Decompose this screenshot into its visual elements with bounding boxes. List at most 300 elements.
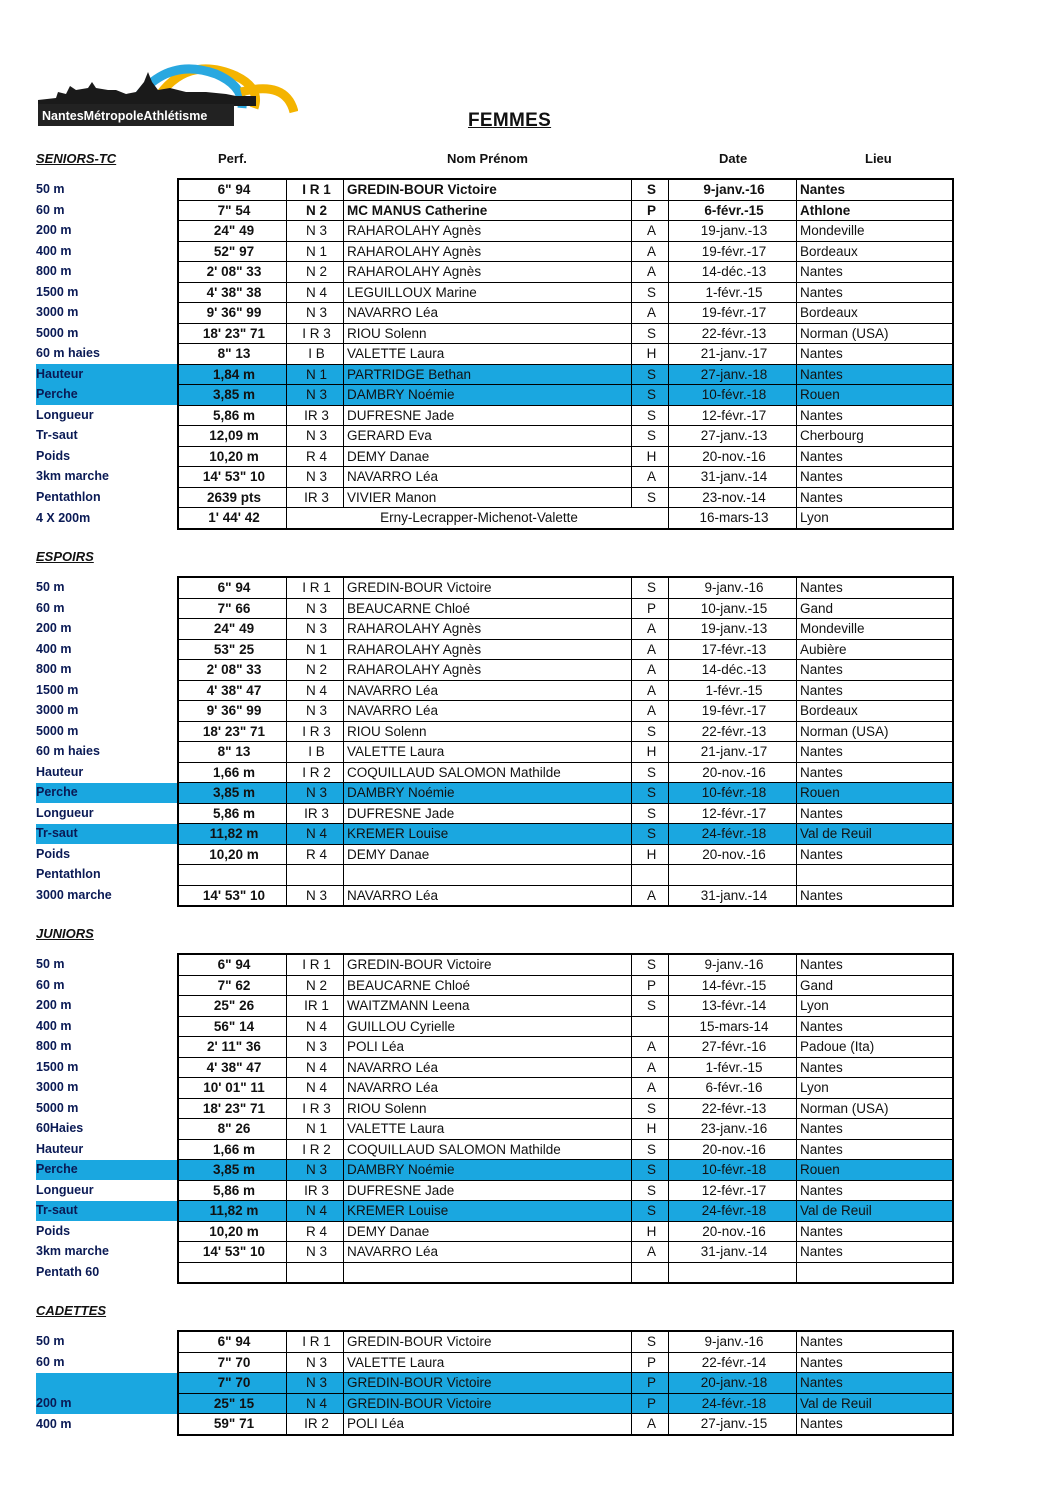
level-cell: N 2 <box>287 200 344 221</box>
category-cell: H <box>632 344 669 365</box>
place-cell: Nantes <box>797 1139 954 1160</box>
place-cell: Nantes <box>797 344 954 365</box>
athlete-name-cell: BEAUCARNE Chloé <box>344 975 632 996</box>
level-cell: N 1 <box>287 364 344 385</box>
table-row <box>36 200 953 221</box>
date-cell: 21-janv.-17 <box>669 742 797 763</box>
date-cell: 27-janv.-18 <box>669 364 797 385</box>
athlete-name-cell: DAMBRY Noémie <box>344 385 632 406</box>
event-cell: Longueur <box>36 407 94 422</box>
place-cell: Mondeville <box>797 221 954 242</box>
athlete-name-cell: NAVARRO Léa <box>344 1057 632 1078</box>
date-cell: 12-févr.-17 <box>669 405 797 426</box>
athlete-name-cell: RAHAROLAHY Agnès <box>344 221 632 242</box>
performance-cell: 2639 pts <box>178 487 287 508</box>
event-cell: 50 m <box>36 957 65 971</box>
level-cell: I R 2 <box>287 1139 344 1160</box>
athlete-name-cell: DEMY Danae <box>344 446 632 467</box>
date-cell: 14-févr.-15 <box>669 975 797 996</box>
athlete-name-cell: RAHAROLAHY Agnès <box>344 241 632 262</box>
place-cell: Bordeaux <box>797 701 954 722</box>
category-cell <box>632 865 669 886</box>
level-cell: I R 2 <box>287 762 344 783</box>
athlete-name-cell: POLI Léa <box>344 1414 632 1435</box>
table-row <box>36 1373 953 1394</box>
performance-cell: 25" 15 <box>178 1393 287 1414</box>
athlete-name-cell: VALETTE Laura <box>344 1119 632 1140</box>
date-cell: 13-févr.-14 <box>669 996 797 1017</box>
performance-cell: 3,85 m <box>178 385 287 406</box>
date-cell: 31-janv.-14 <box>669 467 797 488</box>
event-cell: 200 m <box>36 1393 178 1414</box>
category-cell: S <box>632 721 669 742</box>
place-cell: Val de Reuil <box>797 1393 954 1414</box>
performance-cell: 8" 13 <box>178 344 287 365</box>
level-cell <box>287 865 344 886</box>
records-table <box>36 1330 954 1436</box>
athlete-name-cell: NAVARRO Léa <box>344 701 632 722</box>
performance-cell: 6" 94 <box>178 577 287 598</box>
athlete-name-cell: RAHAROLAHY Agnès <box>344 262 632 283</box>
event-cell: 3000 marche <box>36 888 112 902</box>
athlete-name-cell: LEGUILLOUX Marine <box>344 282 632 303</box>
place-cell: Nantes <box>797 1414 954 1435</box>
table-row <box>36 1057 953 1078</box>
event-cell: 5000 m <box>36 1100 79 1115</box>
table-row <box>36 1262 953 1283</box>
performance-cell: 6" 94 <box>178 954 287 975</box>
table-row <box>36 639 953 660</box>
level-cell: IR 3 <box>287 1180 344 1201</box>
place-cell: Nantes <box>797 282 954 303</box>
performance-cell <box>178 865 287 886</box>
performance-cell: 5,86 m <box>178 803 287 824</box>
place-cell: Norman (USA) <box>797 323 954 344</box>
place-cell <box>797 865 954 886</box>
place-cell: Nantes <box>797 1242 954 1263</box>
event-cell: Tr-saut <box>36 1201 178 1222</box>
table-row <box>36 742 953 763</box>
event-cell: Tr-saut <box>36 428 78 443</box>
place-cell: Athlone <box>797 200 954 221</box>
date-cell <box>669 1262 797 1283</box>
category-cell <box>632 1016 669 1037</box>
athlete-name-cell: RAHAROLAHY Agnès <box>344 619 632 640</box>
place-cell: Val de Reuil <box>797 824 954 845</box>
place-cell: Nantes <box>797 844 954 865</box>
place-cell: Nantes <box>797 1180 954 1201</box>
category-cell: S <box>632 385 669 406</box>
level-cell: N 1 <box>287 241 344 262</box>
date-cell: 31-janv.-14 <box>669 885 797 906</box>
event-cell: 400 m <box>36 1018 72 1033</box>
athlete-name-cell: GREDIN-BOUR Victoire <box>344 577 632 598</box>
level-cell: I B <box>287 344 344 365</box>
event-cell: Pentathlon <box>36 489 101 504</box>
event-cell: 60 m <box>36 600 65 615</box>
table-row <box>36 508 953 529</box>
athlete-name-cell: RIOU Solenn <box>344 323 632 344</box>
level-cell: N 3 <box>287 701 344 722</box>
date-cell: 20-nov.-16 <box>669 446 797 467</box>
level-cell: N 4 <box>287 1201 344 1222</box>
level-cell: N 3 <box>287 1160 344 1181</box>
performance-cell: 7" 54 <box>178 200 287 221</box>
table-row <box>36 1221 953 1242</box>
table-row <box>36 1242 953 1263</box>
category-cell <box>632 1262 669 1283</box>
athlete-name-cell: BEAUCARNE Chloé <box>344 598 632 619</box>
place-cell: Nantes <box>797 262 954 283</box>
section-title: CADETTES <box>36 1303 107 1318</box>
table-row <box>36 426 953 447</box>
category-cell: S <box>632 996 669 1017</box>
date-cell: 20-nov.-16 <box>669 844 797 865</box>
date-cell: 10-févr.-18 <box>669 783 797 804</box>
category-cell: S <box>632 803 669 824</box>
category-cell: P <box>632 975 669 996</box>
athlete-name-cell: GREDIN-BOUR Victoire <box>344 1373 632 1394</box>
table-row <box>36 364 953 385</box>
table-row <box>36 803 953 824</box>
athlete-name-cell: NAVARRO Léa <box>344 1078 632 1099</box>
table-row <box>36 701 953 722</box>
category-cell: A <box>632 885 669 906</box>
place-cell: Lyon <box>797 1078 954 1099</box>
date-cell: 14-déc.-13 <box>669 262 797 283</box>
date-cell: 24-févr.-18 <box>669 1393 797 1414</box>
level-cell: I R 3 <box>287 1098 344 1119</box>
event-cell: 400 m <box>36 641 72 656</box>
date-cell: 17-févr.-13 <box>669 639 797 660</box>
level-cell: N 2 <box>287 975 344 996</box>
date-cell: 10-févr.-18 <box>669 1160 797 1181</box>
performance-cell: 4' 38" 47 <box>178 1057 287 1078</box>
section-title: SENIORS-TC <box>36 151 117 166</box>
records-table <box>36 178 954 530</box>
performance-cell: 2' 11" 36 <box>178 1037 287 1058</box>
performance-cell: 7" 70 <box>178 1352 287 1373</box>
category-cell: S <box>632 577 669 598</box>
performance-cell: 9' 36" 99 <box>178 303 287 324</box>
table-row <box>36 1393 953 1414</box>
category-cell: H <box>632 446 669 467</box>
date-cell: 21-janv.-17 <box>669 344 797 365</box>
category-cell: A <box>632 1414 669 1435</box>
section-title: ESPOIRS <box>36 549 94 564</box>
place-cell: Nantes <box>797 742 954 763</box>
event-cell: Perche <box>36 783 178 804</box>
level-cell: N 4 <box>287 824 344 845</box>
level-cell: I R 3 <box>287 323 344 344</box>
level-cell: N 3 <box>287 1352 344 1373</box>
date-cell: 23-janv.-16 <box>669 1119 797 1140</box>
athlete-name-cell: GERARD Eva <box>344 426 632 447</box>
date-cell: 1-févr.-15 <box>669 282 797 303</box>
athlete-name-cell: NAVARRO Léa <box>344 1242 632 1263</box>
athlete-name-cell: NAVARRO Léa <box>344 680 632 701</box>
level-cell: N 4 <box>287 1393 344 1414</box>
table-row <box>36 824 953 845</box>
performance-cell <box>178 1262 287 1283</box>
date-cell: 19-janv.-13 <box>669 619 797 640</box>
date-cell: 19-janv.-13 <box>669 221 797 242</box>
table-row <box>36 405 953 426</box>
level-cell: N 3 <box>287 221 344 242</box>
table-row <box>36 721 953 742</box>
level-cell: N 3 <box>287 467 344 488</box>
event-cell: Poids <box>36 448 71 463</box>
level-cell: R 4 <box>287 446 344 467</box>
level-cell: N 3 <box>287 385 344 406</box>
date-cell: 22-févr.-13 <box>669 323 797 344</box>
event-cell <box>36 1373 178 1394</box>
club-logo <box>36 60 298 132</box>
table-row <box>36 975 953 996</box>
date-cell: 9-janv.-16 <box>669 179 797 200</box>
page-title: FEMMES <box>468 110 552 131</box>
place-cell: Cherbourg <box>797 426 954 447</box>
date-cell: 22-févr.-13 <box>669 1098 797 1119</box>
category-cell: S <box>632 1201 669 1222</box>
table-row <box>36 344 953 365</box>
level-cell: I R 1 <box>287 179 344 200</box>
category-cell: A <box>632 619 669 640</box>
table-row <box>36 885 953 906</box>
event-cell: Poids <box>36 846 71 861</box>
level-cell: N 4 <box>287 282 344 303</box>
table-row <box>36 262 953 283</box>
svg-text:NantesMétropoleAthlétisme: NantesMétropoleAthlétisme <box>42 109 208 123</box>
level-cell: IR 3 <box>287 803 344 824</box>
event-cell: 400 m <box>36 1416 72 1431</box>
table-row <box>36 1331 953 1352</box>
athlete-name-cell: MC MANUS Catherine <box>344 200 632 221</box>
performance-cell: 56" 14 <box>178 1016 287 1037</box>
athlete-name-cell: VALETTE Laura <box>344 1352 632 1373</box>
performance-cell: 1' 44' 42 <box>178 508 287 529</box>
category-cell: S <box>632 405 669 426</box>
event-cell: 3000 m <box>36 1080 79 1095</box>
category-cell: H <box>632 1221 669 1242</box>
event-cell: Hauteur <box>36 764 84 779</box>
performance-cell: 11,82 m <box>178 824 287 845</box>
date-cell: 27-janv.-15 <box>669 1414 797 1435</box>
place-cell: Gand <box>797 598 954 619</box>
athlete-name-cell: VALETTE Laura <box>344 742 632 763</box>
performance-cell: 4' 38" 38 <box>178 282 287 303</box>
column-header-name: Nom Prénom <box>447 151 528 166</box>
athlete-name-cell: WAITZMANN Leena <box>344 996 632 1017</box>
performance-cell: 18' 23" 71 <box>178 323 287 344</box>
place-cell: Nantes <box>797 803 954 824</box>
date-cell: 1-févr.-15 <box>669 1057 797 1078</box>
place-cell: Nantes <box>797 577 954 598</box>
performance-cell: 7" 70 <box>178 1373 287 1394</box>
table-row <box>36 179 953 200</box>
table-row <box>36 487 953 508</box>
category-cell: S <box>632 487 669 508</box>
column-header-place: Lieu <box>865 151 892 166</box>
event-cell: Perche <box>36 385 178 406</box>
performance-cell: 14' 53" 10 <box>178 885 287 906</box>
event-cell: 1500 m <box>36 284 79 299</box>
athlete-name-cell: DEMY Danae <box>344 1221 632 1242</box>
performance-cell: 6" 94 <box>178 179 287 200</box>
table-row <box>36 996 953 1017</box>
place-cell: Nantes <box>797 364 954 385</box>
table-row <box>36 680 953 701</box>
relay-team-cell: Erny-Lecrapper-Michenot-Valette <box>287 508 669 529</box>
level-cell: I B <box>287 742 344 763</box>
event-cell: 3000 m <box>36 703 79 718</box>
category-cell: A <box>632 701 669 722</box>
category-cell: A <box>632 1037 669 1058</box>
table-row <box>36 619 953 640</box>
level-cell: N 4 <box>287 1016 344 1037</box>
category-cell: A <box>632 303 669 324</box>
table-row <box>36 467 953 488</box>
category-cell: H <box>632 1119 669 1140</box>
level-cell: N 3 <box>287 619 344 640</box>
place-cell: Gand <box>797 975 954 996</box>
category-cell: A <box>632 1078 669 1099</box>
level-cell: N 3 <box>287 303 344 324</box>
place-cell: Nantes <box>797 1221 954 1242</box>
date-cell: 22-févr.-13 <box>669 721 797 742</box>
column-header-date: Date <box>719 151 748 166</box>
table-row <box>36 1414 953 1435</box>
place-cell: Val de Reuil <box>797 1201 954 1222</box>
table-row <box>36 323 953 344</box>
performance-cell: 59" 71 <box>178 1414 287 1435</box>
place-cell: Nantes <box>797 467 954 488</box>
date-cell: 20-nov.-16 <box>669 1221 797 1242</box>
category-cell: P <box>632 598 669 619</box>
performance-cell: 6" 94 <box>178 1331 287 1352</box>
level-cell: IR 3 <box>287 487 344 508</box>
place-cell: Aubière <box>797 639 954 660</box>
level-cell: N 2 <box>287 262 344 283</box>
event-cell: Poids <box>36 1223 71 1238</box>
table-row <box>36 954 953 975</box>
athlete-name-cell: DAMBRY Noémie <box>344 783 632 804</box>
category-cell: A <box>632 467 669 488</box>
level-cell: N 3 <box>287 598 344 619</box>
event-cell: 60 m <box>36 1354 65 1369</box>
table-row <box>36 1016 953 1037</box>
category-cell: A <box>632 639 669 660</box>
table-row <box>36 446 953 467</box>
place-cell: Rouen <box>797 783 954 804</box>
place-cell: Lyon <box>797 996 954 1017</box>
place-cell: Nantes <box>797 179 954 200</box>
athlete-name-cell: VIVIER Manon <box>344 487 632 508</box>
athlete-name-cell: DUFRESNE Jade <box>344 1180 632 1201</box>
performance-cell: 11,82 m <box>178 1201 287 1222</box>
category-cell: P <box>632 200 669 221</box>
athlete-name-cell: RAHAROLAHY Agnès <box>344 639 632 660</box>
place-cell: Nantes <box>797 954 954 975</box>
category-cell: A <box>632 680 669 701</box>
date-cell: 12-févr.-17 <box>669 803 797 824</box>
level-cell: N 3 <box>287 783 344 804</box>
event-cell: Perche <box>36 1160 178 1181</box>
category-cell: A <box>632 1057 669 1078</box>
place-cell: Bordeaux <box>797 303 954 324</box>
level-cell: N 1 <box>287 1119 344 1140</box>
athlete-name-cell: PARTRIDGE Bethan <box>344 364 632 385</box>
performance-cell: 18' 23" 71 <box>178 1098 287 1119</box>
athlete-name-cell: DEMY Danae <box>344 844 632 865</box>
place-cell: Nantes <box>797 762 954 783</box>
performance-cell: 10,20 m <box>178 844 287 865</box>
event-cell: 1500 m <box>36 682 79 697</box>
performance-cell: 8" 13 <box>178 742 287 763</box>
event-cell: 60 m haies <box>36 346 100 361</box>
event-cell: Hauteur <box>36 1141 84 1156</box>
place-cell: Nantes <box>797 660 954 681</box>
date-cell: 20-janv.-18 <box>669 1373 797 1394</box>
category-cell: A <box>632 221 669 242</box>
event-cell: 60Haies <box>36 1121 84 1136</box>
table-row <box>36 1078 953 1099</box>
event-cell: 5000 m <box>36 325 79 340</box>
category-cell: S <box>632 179 669 200</box>
event-cell: 800 m <box>36 662 72 677</box>
date-cell: 27-janv.-13 <box>669 426 797 447</box>
event-cell: Pentathlon <box>36 867 101 882</box>
athlete-name-cell <box>344 1262 632 1283</box>
column-header-perf: Perf. <box>218 151 247 166</box>
date-cell: 1-févr.-15 <box>669 680 797 701</box>
date-cell: 6-févr.-16 <box>669 1078 797 1099</box>
level-cell: IR 2 <box>287 1414 344 1435</box>
category-cell: S <box>632 1331 669 1352</box>
category-cell: S <box>632 1139 669 1160</box>
category-cell: S <box>632 323 669 344</box>
level-cell: I R 1 <box>287 1331 344 1352</box>
athlete-name-cell: COQUILLAUD SALOMON Mathilde <box>344 762 632 783</box>
category-cell: P <box>632 1352 669 1373</box>
place-cell: Norman (USA) <box>797 1098 954 1119</box>
athlete-name-cell: DUFRESNE Jade <box>344 803 632 824</box>
category-cell: S <box>632 824 669 845</box>
performance-cell: 1,66 m <box>178 762 287 783</box>
event-cell: 1500 m <box>36 1059 79 1074</box>
event-cell: Longueur <box>36 805 94 820</box>
athlete-name-cell <box>344 865 632 886</box>
event-cell: 800 m <box>36 1039 72 1054</box>
event-cell: 200 m <box>36 223 72 238</box>
event-cell: 50 m <box>36 1334 65 1348</box>
place-cell: Nantes <box>797 885 954 906</box>
athlete-name-cell: NAVARRO Léa <box>344 885 632 906</box>
category-cell: P <box>632 1393 669 1414</box>
date-cell: 10-janv.-15 <box>669 598 797 619</box>
level-cell: I R 1 <box>287 577 344 598</box>
category-cell: A <box>632 262 669 283</box>
event-cell: Tr-saut <box>36 824 178 845</box>
event-cell: 60 m <box>36 977 65 992</box>
athlete-name-cell: DUFRESNE Jade <box>344 405 632 426</box>
performance-cell: 3,85 m <box>178 1160 287 1181</box>
place-cell: Nantes <box>797 1352 954 1373</box>
date-cell: 23-nov.-14 <box>669 487 797 508</box>
category-cell: S <box>632 1098 669 1119</box>
table-row <box>36 1119 953 1140</box>
category-cell: A <box>632 660 669 681</box>
